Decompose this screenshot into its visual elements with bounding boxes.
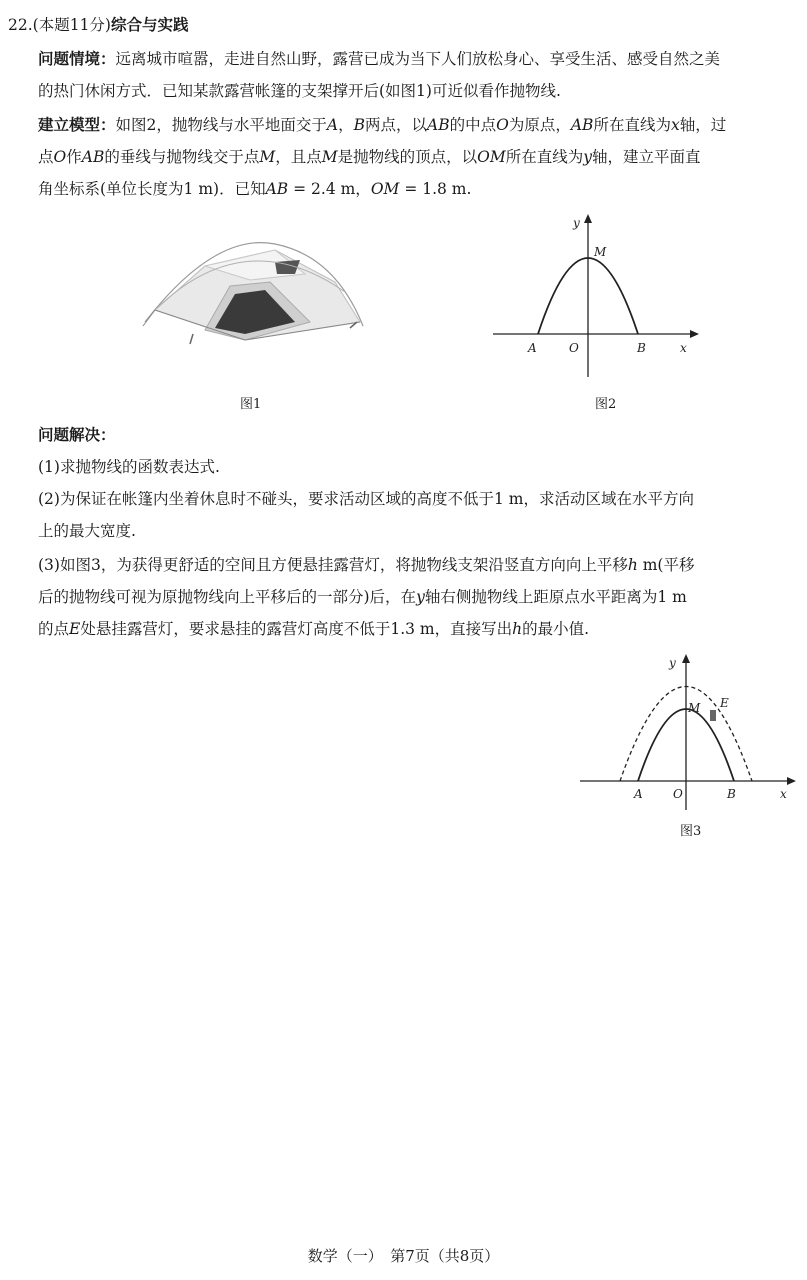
q3-text: 后的抛物线可视为原抛物线向上平移后的一部分)后，在 xyxy=(38,588,417,606)
var-A: A xyxy=(326,116,339,134)
y-axis-arrow xyxy=(682,654,690,663)
model-text: 的垂线与抛物线交于点 xyxy=(104,148,260,166)
label-E: E xyxy=(720,696,729,710)
figure-3-graph xyxy=(580,652,800,817)
situation-label: 问题情境： xyxy=(38,50,116,68)
var-E: E xyxy=(69,620,81,638)
question-2-line-2: 上的最大宽度. xyxy=(38,522,136,540)
model-text: 两点，以 xyxy=(365,116,428,134)
question-2-line-1: (2)为保证在帐篷内坐着休息时不碰头，要求活动区域的高度不低于1 m，求活动区域在水平方向 xyxy=(38,490,694,508)
var-M: M xyxy=(259,148,276,166)
figure-1-caption: 图1 xyxy=(240,397,262,412)
question-3-line-2 xyxy=(38,586,687,608)
model-text: 是抛物线的顶点，以 xyxy=(337,148,478,166)
var-AB: AB xyxy=(81,148,105,166)
label-M: M xyxy=(688,701,701,715)
situation-line-1 xyxy=(38,48,720,70)
model-text: 角坐标系(单位长度为1 m)．已知 xyxy=(38,180,266,198)
model-text: ，且点 xyxy=(275,148,322,166)
question-3-line-3 xyxy=(38,618,589,640)
model-line-2 xyxy=(38,146,701,168)
var-O: O xyxy=(53,148,67,166)
q3-text: m(平移 xyxy=(637,556,695,574)
var-B: B xyxy=(353,116,365,134)
model-label: 建立模型： xyxy=(38,116,116,134)
label-M: M xyxy=(594,245,607,259)
label-x: x xyxy=(780,787,787,801)
label-O: O xyxy=(673,787,683,801)
lamp-icon xyxy=(710,710,716,721)
q3-text: (3)如图3，为获得更舒适的空间且方便悬挂露营灯，将抛物线支架沿竖直方向向上平移 xyxy=(38,556,628,574)
q3-text: 处悬挂露营灯，要求悬挂的露营灯高度不低于1.3 m，直接写出 xyxy=(80,620,513,638)
y-axis-arrow xyxy=(584,214,592,223)
q3-text: 的最小值. xyxy=(522,620,590,638)
model-text: 所在直线为 xyxy=(593,116,671,134)
x-axis-arrow xyxy=(787,777,796,785)
model-text: 所在直线为 xyxy=(505,148,584,166)
situation-text-2: 的热门休闲方式．已知某款露营帐篷的支架撑开后(如图1)可近似看作抛物线. xyxy=(38,82,561,100)
model-text: 为原点， xyxy=(508,116,571,134)
problem-title: 综合与实践 xyxy=(110,16,189,34)
solve-label: 问题解决： xyxy=(38,426,116,444)
label-y: y xyxy=(573,216,580,230)
model-text: 轴，过 xyxy=(679,116,727,134)
var-h: h xyxy=(627,556,638,574)
var-y: y xyxy=(416,588,425,606)
label-y: y xyxy=(669,656,676,670)
question-1: (1)求抛物线的函数表达式. xyxy=(38,458,220,476)
model-line-1 xyxy=(38,114,726,136)
q3-text: 轴右侧抛物线上距原点水平距离为1 m xyxy=(424,588,687,606)
label-B: B xyxy=(637,341,646,355)
tent-illustration xyxy=(143,243,363,344)
label-A: A xyxy=(634,787,643,801)
label-x: x xyxy=(680,341,687,355)
label-O: O xyxy=(569,341,579,355)
model-text: 轴，建立平面直 xyxy=(592,148,701,166)
model-value-om: = 1.8 m. xyxy=(399,180,472,198)
figure-3-caption: 图3 xyxy=(680,824,702,839)
problem-number: 22. xyxy=(8,16,33,34)
q3-text: 的点 xyxy=(38,620,70,638)
var-y: y xyxy=(583,148,592,166)
label-B: B xyxy=(727,787,736,801)
situation-text-1: 远离城市喧嚣，走进自然山野，露营已成为当下人们放松身心、享受生活、感受自然之美 xyxy=(115,50,721,68)
situation-line-2 xyxy=(38,80,561,102)
var-AB: AB xyxy=(265,180,289,198)
var-OM: OM xyxy=(477,148,506,166)
model-text: 如图2，抛物线与水平地面交于 xyxy=(115,116,327,134)
var-AB: AB xyxy=(427,116,450,134)
model-value-ab: = 2.4 m， xyxy=(288,180,371,198)
figure-2-caption: 图2 xyxy=(595,397,617,412)
model-text: 点 xyxy=(38,148,54,166)
label-A: A xyxy=(528,341,537,355)
var-OM: OM xyxy=(370,180,400,198)
figure-1-tent xyxy=(135,222,365,352)
var-h: h xyxy=(512,620,523,638)
problem-score: (本题11分) xyxy=(32,16,111,34)
model-text: 的中点 xyxy=(449,116,497,134)
question-3-line-1 xyxy=(38,554,695,576)
var-AB: AB xyxy=(570,116,594,134)
page-footer: 数学（一） 第7页（共8页） xyxy=(307,1247,500,1265)
model-line-3 xyxy=(38,178,471,200)
problem-heading xyxy=(8,14,189,36)
var-M: M xyxy=(321,148,338,166)
x-axis-arrow xyxy=(690,330,699,338)
var-O: O xyxy=(496,116,509,134)
model-text: 作 xyxy=(66,148,82,166)
model-text: ， xyxy=(338,116,354,134)
figure-2-graph xyxy=(493,212,703,382)
var-x: x xyxy=(670,116,680,134)
